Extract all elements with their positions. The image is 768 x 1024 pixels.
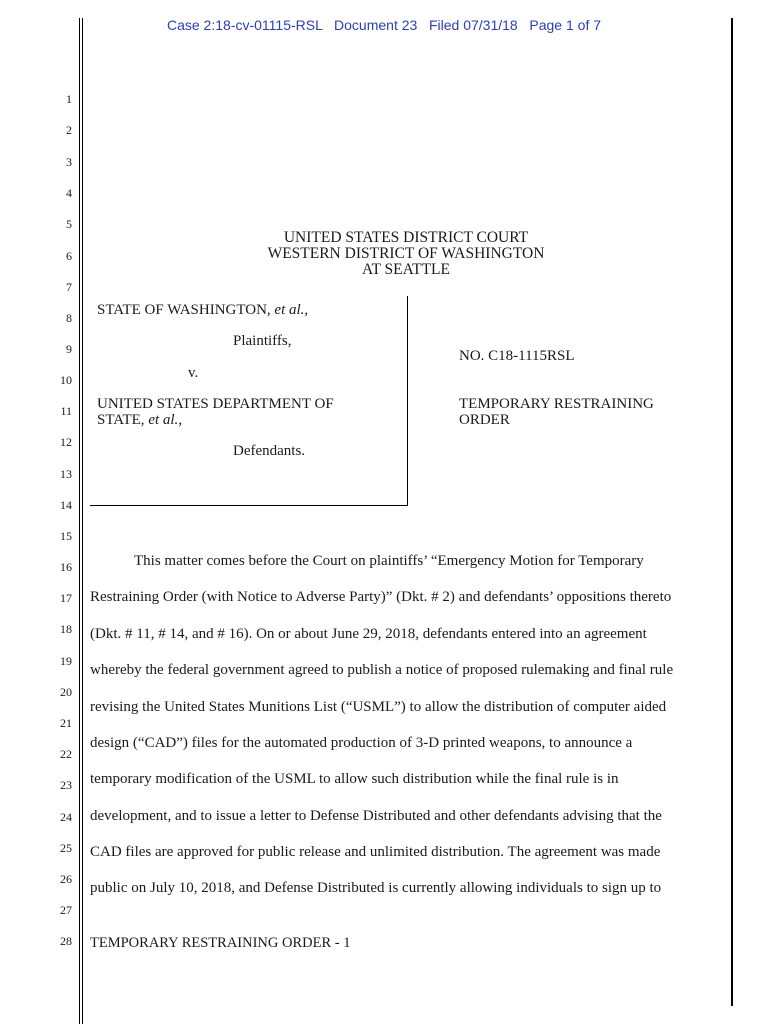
line-number: 15 bbox=[60, 529, 72, 543]
plaintiff-comma: , bbox=[304, 302, 309, 318]
header-filed: Filed 07/31/18 bbox=[428, 17, 518, 33]
defendant-name-line1: UNITED STATES DEPARTMENT OF bbox=[97, 396, 334, 412]
line-number: 14 bbox=[60, 498, 72, 512]
line-number: 11 bbox=[60, 404, 72, 418]
line-number: 18 bbox=[60, 622, 72, 636]
line-number: 7 bbox=[66, 280, 72, 294]
line-number: 22 bbox=[60, 747, 72, 761]
body-line: design (“CAD”) files for the automated production of 3-D printed weapons, to announce a bbox=[90, 735, 633, 751]
document-title-line2: ORDER bbox=[459, 412, 510, 428]
line-number: 16 bbox=[60, 560, 72, 574]
plaintiff-text: STATE OF WASHINGTON, bbox=[97, 302, 271, 318]
line-number: 26 bbox=[60, 872, 72, 886]
line-number: 23 bbox=[60, 778, 72, 792]
line-number: 1 bbox=[66, 92, 72, 106]
body-line: whereby the federal government agreed to publish a notice of proposed rulemaking and final rule bbox=[90, 662, 674, 678]
defendant-comma: , bbox=[178, 412, 183, 428]
line-number: 13 bbox=[60, 467, 72, 481]
court-name: UNITED STATES DISTRICT COURT bbox=[283, 229, 529, 246]
line-number: 25 bbox=[60, 841, 72, 855]
line-number: 17 bbox=[60, 591, 72, 605]
line-number: 27 bbox=[60, 903, 72, 917]
line-number: 4 bbox=[66, 186, 72, 200]
header-case: Case 2:18-cv-01115-RSL bbox=[166, 17, 323, 33]
body-line: (Dkt. # 11, # 14, and # 16). On or about June 29, 2018, defendants entered into an agreement bbox=[90, 626, 647, 642]
defendant-etal: et al. bbox=[148, 412, 179, 428]
plaintiff-etal: et al. bbox=[274, 302, 305, 318]
document-title-line1: TEMPORARY RESTRAINING bbox=[459, 396, 654, 412]
court-district: WESTERN DISTRICT OF WASHINGTON bbox=[267, 245, 545, 262]
line-number: 9 bbox=[66, 342, 72, 356]
header-document: Document 23 bbox=[334, 17, 418, 33]
line-number: 6 bbox=[66, 249, 72, 263]
plaintiff-name bbox=[97, 302, 308, 318]
body-line: temporary modification of the USML to allow such distribution while the final rule is in bbox=[90, 771, 619, 787]
line-number: 8 bbox=[66, 311, 72, 325]
case-number: NO. C18-1115RSL bbox=[459, 348, 575, 364]
right-margin-rule bbox=[731, 18, 733, 1006]
left-margin-rule bbox=[79, 18, 80, 1024]
plaintiffs-label: Plaintiffs, bbox=[233, 333, 292, 349]
line-number: 21 bbox=[60, 716, 72, 730]
defendants-label: Defendants. bbox=[233, 443, 306, 459]
body-line: CAD files are approved for public release and unlimited distribution. The agreement was made bbox=[90, 844, 661, 860]
court-heading bbox=[90, 230, 722, 278]
header-page: Page 1 of 7 bbox=[529, 17, 602, 33]
line-number: 3 bbox=[66, 155, 72, 169]
body-line: Restraining Order (with Notice to Adverse Party)” (Dkt. # 2) and defendants’ oppositions thereto bbox=[90, 589, 672, 605]
body-line: public on July 10, 2018, and Defense Distributed is currently allowing individuals to sign up to bbox=[90, 880, 662, 896]
line-number: 2 bbox=[66, 123, 72, 137]
page-footer: TEMPORARY RESTRAINING ORDER - 1 bbox=[90, 935, 351, 951]
line-number: 28 bbox=[60, 934, 72, 948]
body-line: development, and to issue a letter to Defense Distributed and other defendants advising that the bbox=[90, 808, 662, 824]
court-location: AT SEATTLE bbox=[362, 261, 450, 278]
line-number: 24 bbox=[60, 810, 72, 824]
line-number: 20 bbox=[60, 685, 72, 699]
defendant-name-line2 bbox=[97, 412, 182, 428]
versus: v. bbox=[188, 365, 199, 381]
left-margin-rule-inner bbox=[82, 18, 83, 1024]
line-number: 10 bbox=[60, 373, 72, 387]
line-number: 5 bbox=[66, 217, 72, 231]
body-line: revising the United States Munitions List (“USML”) to allow the distribution of computer aided bbox=[90, 699, 667, 715]
defendant-text: STATE, bbox=[97, 412, 145, 428]
line-number: 12 bbox=[60, 435, 72, 449]
line-number: 19 bbox=[60, 654, 72, 668]
body-line: This matter comes before the Court on plaintiffs’ “Emergency Motion for Temporary bbox=[134, 553, 644, 569]
filing-header bbox=[0, 17, 768, 33]
